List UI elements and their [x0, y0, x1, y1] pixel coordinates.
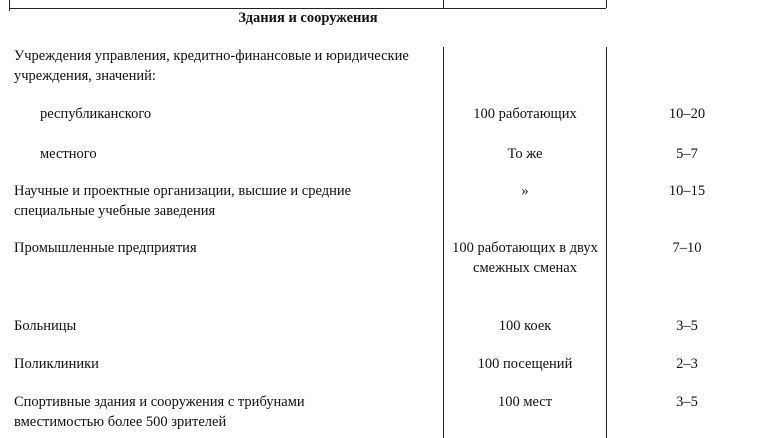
row-value: 5–7: [676, 146, 698, 162]
row-name: республиканского: [40, 106, 152, 122]
row-unit: 100 посещений: [477, 356, 573, 372]
row-name: Промышленные предприятия: [14, 240, 197, 256]
row-name: Больницы: [14, 318, 77, 334]
row-value: 10–15: [668, 183, 706, 199]
row-unit: 100 работающих: [473, 106, 577, 122]
row-value: 2–3: [676, 356, 698, 372]
row-name: местного: [40, 146, 97, 162]
row-unit: То же: [507, 146, 543, 162]
row-name: Научные и проектные организации, высшие и средние специальные учебные заведения: [14, 183, 352, 219]
row-unit: 100 мест: [497, 394, 553, 410]
row-unit: 100 работающих в двух смежных сменах: [452, 240, 598, 276]
row-value: 10–20: [668, 106, 706, 122]
row-name: Спортивные здания и сооружения с трибунами вместимостью более 500 зрителей: [14, 394, 305, 430]
row-value: 7–10: [672, 240, 702, 256]
row-value: 3–5: [676, 394, 698, 410]
row-value: 3–5: [676, 318, 698, 334]
column-divider-top: [443, 0, 444, 8]
row-unit: »: [521, 183, 529, 199]
section-title: Здания и сооружения: [238, 10, 378, 26]
row-unit: 100 коек: [498, 318, 552, 334]
column-divider-top-right: [606, 0, 607, 8]
row-name: Поликлиники: [14, 356, 99, 372]
row-name: Учреждения управления, кредитно-финансовые и юридические учреждения, значений:: [14, 48, 409, 84]
